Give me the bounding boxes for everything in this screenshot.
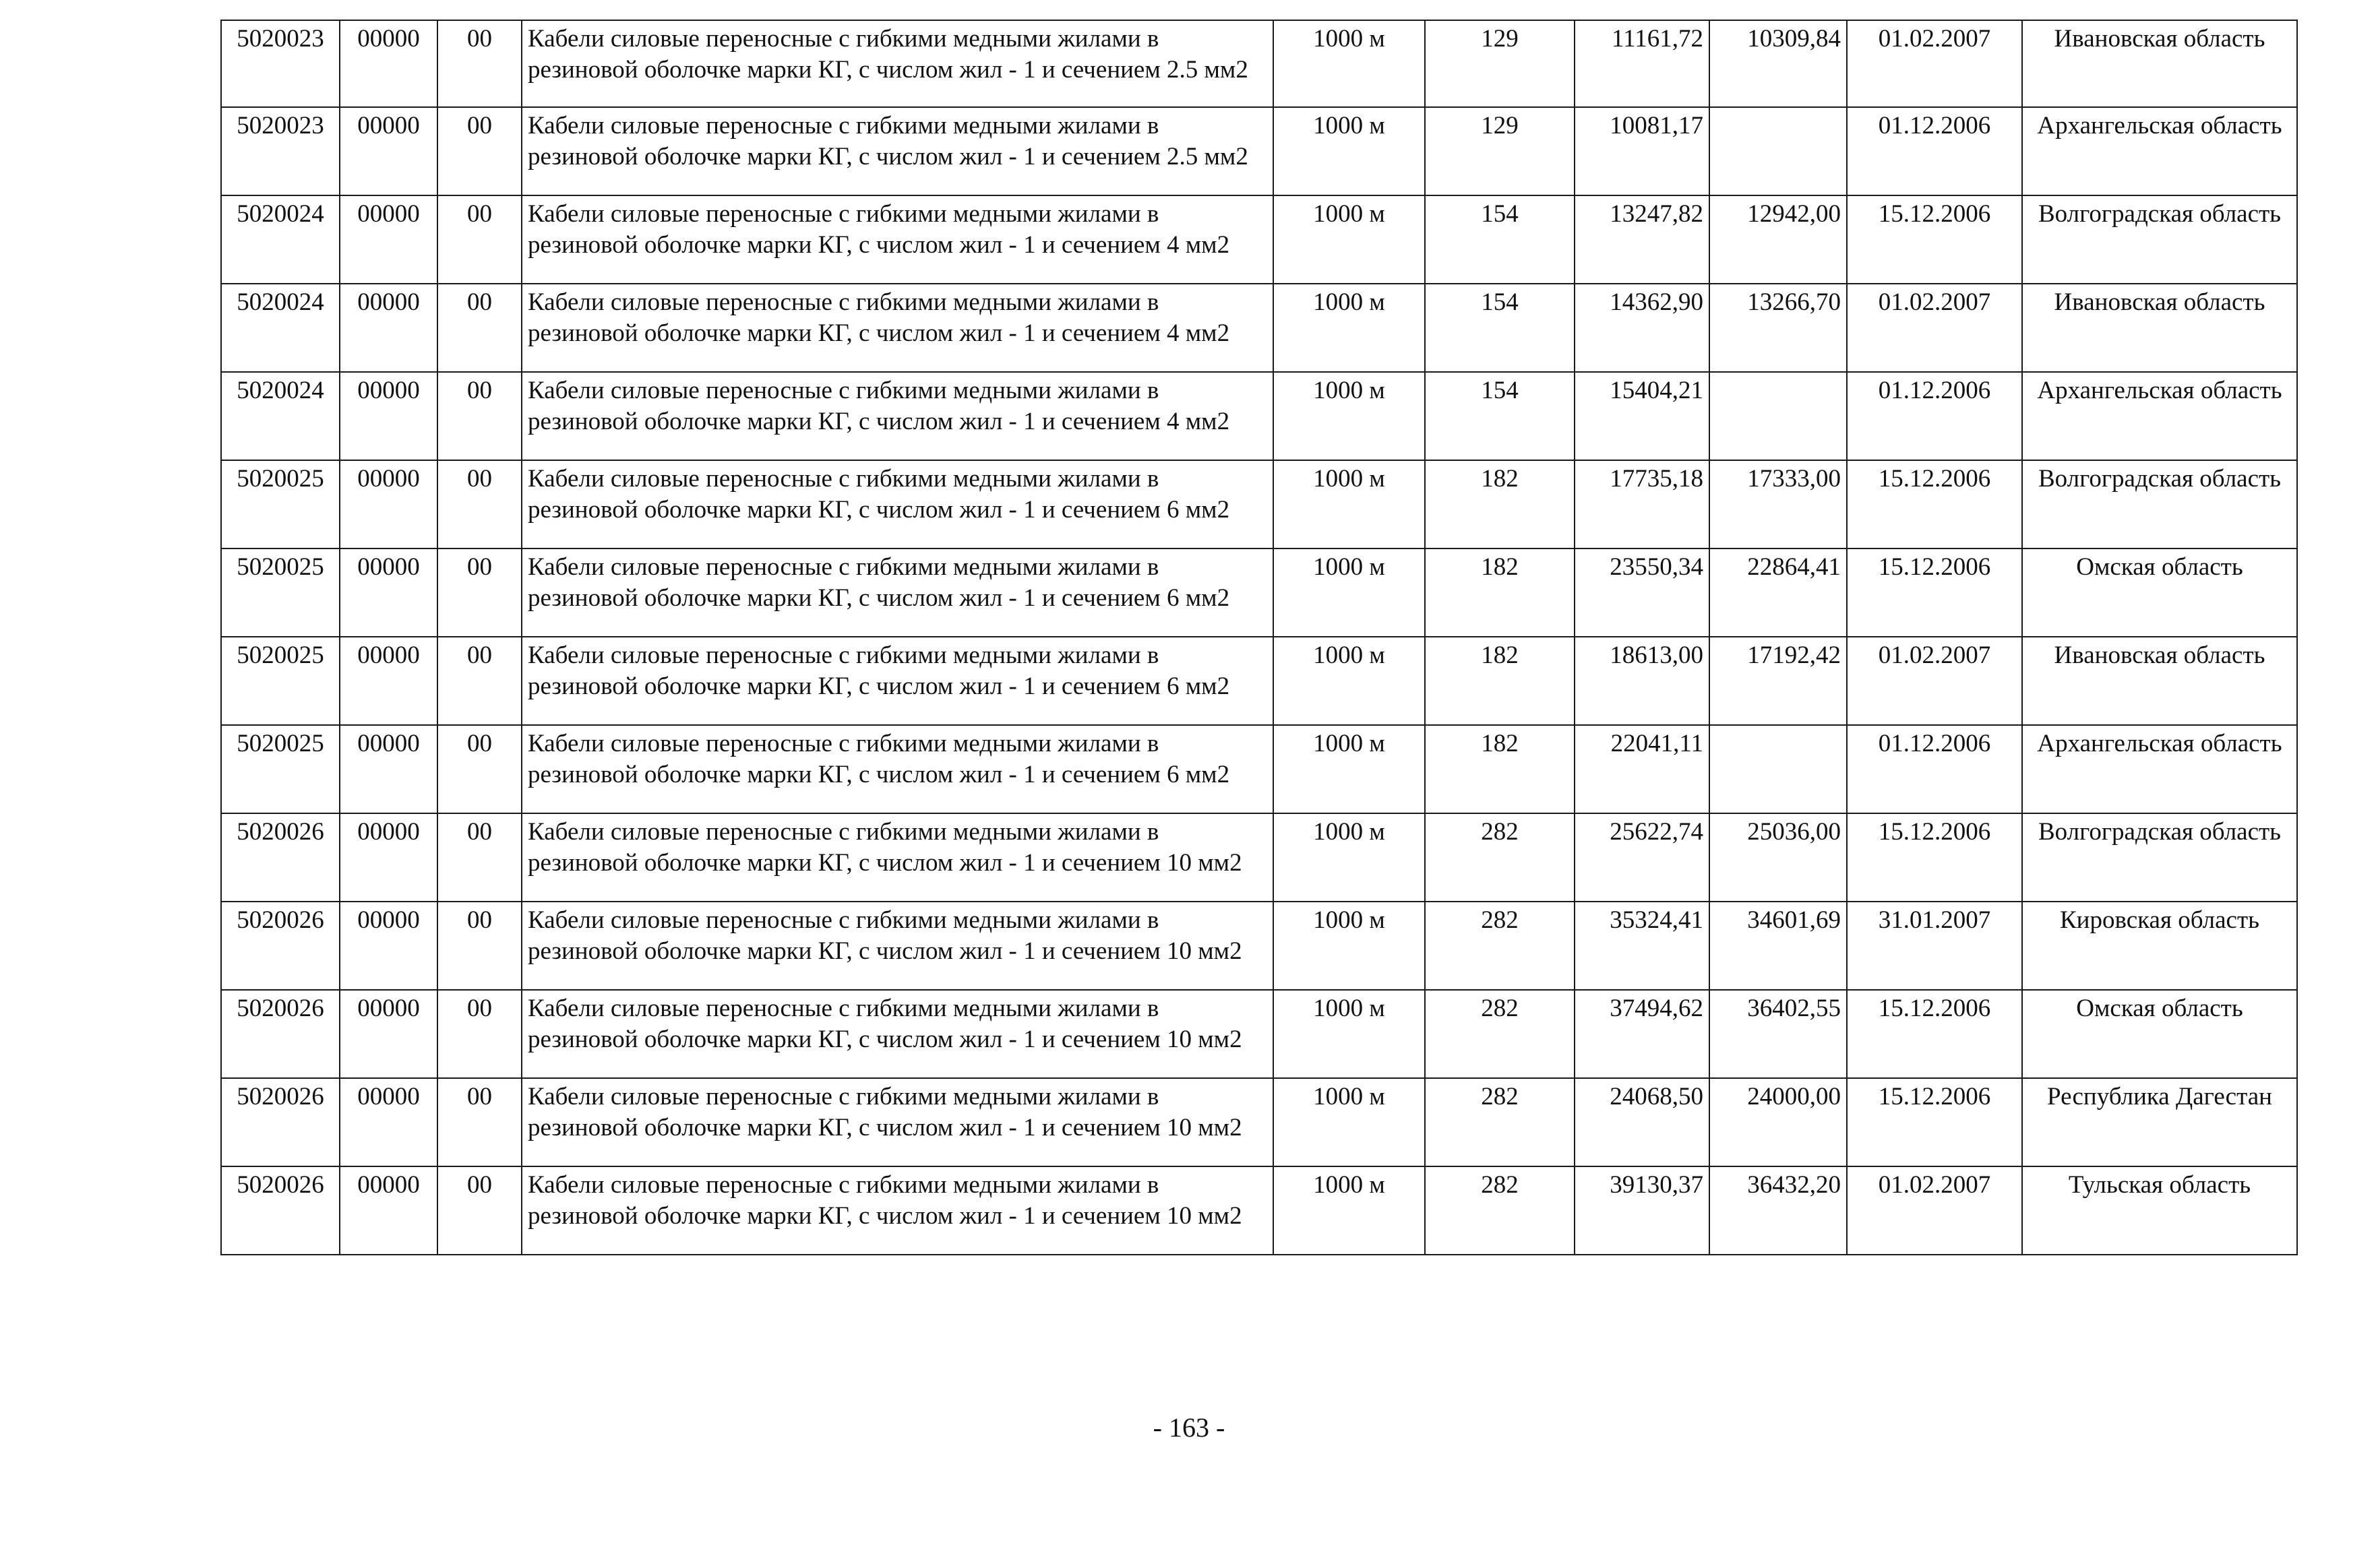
cell-unit: 1000 м xyxy=(1273,902,1425,990)
cell-price-2: 12942,00 xyxy=(1709,195,1847,284)
table-row xyxy=(221,460,2297,548)
cell-subcode-2: 00 xyxy=(437,107,522,195)
cell-price-2: 25036,00 xyxy=(1709,813,1847,902)
cell-code: 5020025 xyxy=(221,548,340,637)
cell-description: Кабели силовые переносные с гибкими медными жилами в резиновой оболочке марки КГ, с числом жил - 1 и сечением 10 мм2 xyxy=(522,1166,1273,1255)
cell-description: Кабели силовые переносные с гибкими медными жилами в резиновой оболочке марки КГ, с числом жил - 1 и сечением 2.5 мм2 xyxy=(522,20,1273,107)
cell-subcode: 00000 xyxy=(340,107,437,195)
cell-date: 01.12.2006 xyxy=(1847,725,2022,813)
cell-date: 15.12.2006 xyxy=(1847,460,2022,548)
cell-code: 5020026 xyxy=(221,902,340,990)
cell-price-1: 24068,50 xyxy=(1575,1078,1709,1166)
cell-description: Кабели силовые переносные с гибкими медными жилами в резиновой оболочке марки КГ, с числом жил - 1 и сечением 6 мм2 xyxy=(522,548,1273,637)
cell-date: 01.12.2006 xyxy=(1847,107,2022,195)
cell-price-2: 17333,00 xyxy=(1709,460,1847,548)
cell-subcode: 00000 xyxy=(340,990,437,1078)
cell-price-1: 15404,21 xyxy=(1575,372,1709,460)
cell-description: Кабели силовые переносные с гибкими медными жилами в резиновой оболочке марки КГ, с числом жил - 1 и сечением 6 мм2 xyxy=(522,460,1273,548)
cell-price-1: 39130,37 xyxy=(1575,1166,1709,1255)
cell-quantity: 182 xyxy=(1425,548,1575,637)
cell-date: 15.12.2006 xyxy=(1847,813,2022,902)
cell-unit: 1000 м xyxy=(1273,107,1425,195)
cell-quantity: 182 xyxy=(1425,725,1575,813)
cell-price-1: 37494,62 xyxy=(1575,990,1709,1078)
cell-subcode-2: 00 xyxy=(437,725,522,813)
cell-region: Архангельская область xyxy=(2022,372,2297,460)
cell-quantity: 129 xyxy=(1425,20,1575,107)
cell-price-2: 24000,00 xyxy=(1709,1078,1847,1166)
cell-quantity: 282 xyxy=(1425,902,1575,990)
cell-date: 01.02.2007 xyxy=(1847,284,2022,372)
cell-unit: 1000 м xyxy=(1273,1166,1425,1255)
cell-subcode-2: 00 xyxy=(437,460,522,548)
cell-unit: 1000 м xyxy=(1273,20,1425,107)
cell-code: 5020026 xyxy=(221,1166,340,1255)
table-row xyxy=(221,637,2297,725)
cell-subcode: 00000 xyxy=(340,284,437,372)
cell-code: 5020025 xyxy=(221,725,340,813)
cell-price-2: 34601,69 xyxy=(1709,902,1847,990)
cell-description: Кабели силовые переносные с гибкими медными жилами в резиновой оболочке марки КГ, с числом жил - 1 и сечением 2.5 мм2 xyxy=(522,107,1273,195)
cell-description: Кабели силовые переносные с гибкими медными жилами в резиновой оболочке марки КГ, с числом жил - 1 и сечением 4 мм2 xyxy=(522,195,1273,284)
cell-subcode-2: 00 xyxy=(437,1166,522,1255)
cell-subcode: 00000 xyxy=(340,902,437,990)
cell-subcode-2: 00 xyxy=(437,20,522,107)
cell-price-1: 11161,72 xyxy=(1575,20,1709,107)
cell-quantity: 182 xyxy=(1425,460,1575,548)
cell-quantity: 154 xyxy=(1425,284,1575,372)
cell-quantity: 182 xyxy=(1425,637,1575,725)
cell-unit: 1000 м xyxy=(1273,548,1425,637)
cell-price-2: 17192,42 xyxy=(1709,637,1847,725)
cell-unit: 1000 м xyxy=(1273,1078,1425,1166)
cell-unit: 1000 м xyxy=(1273,637,1425,725)
cell-subcode-2: 00 xyxy=(437,902,522,990)
cell-quantity: 282 xyxy=(1425,1078,1575,1166)
table-row xyxy=(221,1166,2297,1255)
table-body xyxy=(221,20,2297,1255)
cell-subcode: 00000 xyxy=(340,195,437,284)
cell-date: 31.01.2007 xyxy=(1847,902,2022,990)
table-row xyxy=(221,813,2297,902)
cell-date: 15.12.2006 xyxy=(1847,1078,2022,1166)
cell-price-2: 36402,55 xyxy=(1709,990,1847,1078)
cell-price-1: 35324,41 xyxy=(1575,902,1709,990)
cell-price-1: 18613,00 xyxy=(1575,637,1709,725)
cell-unit: 1000 м xyxy=(1273,725,1425,813)
cell-code: 5020024 xyxy=(221,195,340,284)
cell-description: Кабели силовые переносные с гибкими медными жилами в резиновой оболочке марки КГ, с числом жил - 1 и сечением 10 мм2 xyxy=(522,813,1273,902)
cell-quantity: 282 xyxy=(1425,813,1575,902)
cell-date: 01.12.2006 xyxy=(1847,372,2022,460)
cell-date: 15.12.2006 xyxy=(1847,990,2022,1078)
cell-region: Кировская область xyxy=(2022,902,2297,990)
cell-quantity: 282 xyxy=(1425,990,1575,1078)
cell-unit: 1000 м xyxy=(1273,990,1425,1078)
table-row xyxy=(221,725,2297,813)
cell-unit: 1000 м xyxy=(1273,460,1425,548)
cell-region: Волгоградская область xyxy=(2022,460,2297,548)
cell-subcode: 00000 xyxy=(340,1166,437,1255)
cell-description: Кабели силовые переносные с гибкими медными жилами в резиновой оболочке марки КГ, с числом жил - 1 и сечением 10 мм2 xyxy=(522,990,1273,1078)
cell-region: Ивановская область xyxy=(2022,637,2297,725)
cell-description: Кабели силовые переносные с гибкими медными жилами в резиновой оболочке марки КГ, с числом жил - 1 и сечением 4 мм2 xyxy=(522,284,1273,372)
cell-date: 15.12.2006 xyxy=(1847,195,2022,284)
cell-region: Архангельская область xyxy=(2022,725,2297,813)
cell-region: Волгоградская область xyxy=(2022,195,2297,284)
cell-price-1: 10081,17 xyxy=(1575,107,1709,195)
cell-code: 5020023 xyxy=(221,20,340,107)
table-row xyxy=(221,20,2297,107)
cell-subcode: 00000 xyxy=(340,20,437,107)
table-row xyxy=(221,902,2297,990)
cell-price-1: 23550,34 xyxy=(1575,548,1709,637)
cell-description: Кабели силовые переносные с гибкими медными жилами в резиновой оболочке марки КГ, с числом жил - 1 и сечением 10 мм2 xyxy=(522,1078,1273,1166)
cell-date: 01.02.2007 xyxy=(1847,20,2022,107)
cell-region: Омская область xyxy=(2022,990,2297,1078)
cell-unit: 1000 м xyxy=(1273,284,1425,372)
cell-region: Тульская область xyxy=(2022,1166,2297,1255)
cell-price-1: 17735,18 xyxy=(1575,460,1709,548)
cell-price-2 xyxy=(1709,107,1847,195)
cell-code: 5020025 xyxy=(221,460,340,548)
cell-price-2: 22864,41 xyxy=(1709,548,1847,637)
cell-region: Волгоградская область xyxy=(2022,813,2297,902)
cell-description: Кабели силовые переносные с гибкими медными жилами в резиновой оболочке марки КГ, с числом жил - 1 и сечением 6 мм2 xyxy=(522,637,1273,725)
cell-subcode-2: 00 xyxy=(437,284,522,372)
cell-region: Омская область xyxy=(2022,548,2297,637)
cell-code: 5020026 xyxy=(221,1078,340,1166)
cell-code: 5020026 xyxy=(221,813,340,902)
cell-quantity: 154 xyxy=(1425,195,1575,284)
cell-subcode: 00000 xyxy=(340,460,437,548)
cell-price-2: 10309,84 xyxy=(1709,20,1847,107)
cell-price-1: 14362,90 xyxy=(1575,284,1709,372)
cell-unit: 1000 м xyxy=(1273,813,1425,902)
table-row xyxy=(221,195,2297,284)
table-row xyxy=(221,548,2297,637)
cell-code: 5020024 xyxy=(221,372,340,460)
cell-description: Кабели силовые переносные с гибкими медными жилами в резиновой оболочке марки КГ, с числом жил - 1 и сечением 6 мм2 xyxy=(522,725,1273,813)
table-row xyxy=(221,990,2297,1078)
cell-subcode: 00000 xyxy=(340,725,437,813)
price-table xyxy=(220,20,2298,1255)
cell-description: Кабели силовые переносные с гибкими медными жилами в резиновой оболочке марки КГ, с числом жил - 1 и сечением 4 мм2 xyxy=(522,372,1273,460)
table-row xyxy=(221,284,2297,372)
cell-price-1: 22041,11 xyxy=(1575,725,1709,813)
cell-subcode: 00000 xyxy=(340,372,437,460)
cell-unit: 1000 м xyxy=(1273,372,1425,460)
cell-subcode-2: 00 xyxy=(437,990,522,1078)
cell-price-2: 36432,20 xyxy=(1709,1166,1847,1255)
cell-price-1: 25622,74 xyxy=(1575,813,1709,902)
cell-price-2: 13266,70 xyxy=(1709,284,1847,372)
cell-subcode: 00000 xyxy=(340,1078,437,1166)
cell-price-1: 13247,82 xyxy=(1575,195,1709,284)
cell-subcode: 00000 xyxy=(340,548,437,637)
cell-region: Ивановская область xyxy=(2022,284,2297,372)
cell-date: 01.02.2007 xyxy=(1847,1166,2022,1255)
cell-quantity: 154 xyxy=(1425,372,1575,460)
table-row xyxy=(221,372,2297,460)
cell-price-2 xyxy=(1709,372,1847,460)
cell-subcode-2: 00 xyxy=(437,548,522,637)
cell-description: Кабели силовые переносные с гибкими медными жилами в резиновой оболочке марки КГ, с числом жил - 1 и сечением 10 мм2 xyxy=(522,902,1273,990)
cell-price-2 xyxy=(1709,725,1847,813)
cell-code: 5020024 xyxy=(221,284,340,372)
cell-region: Архангельская область xyxy=(2022,107,2297,195)
cell-subcode-2: 00 xyxy=(437,372,522,460)
cell-subcode-2: 00 xyxy=(437,1078,522,1166)
cell-subcode: 00000 xyxy=(340,637,437,725)
cell-code: 5020023 xyxy=(221,107,340,195)
cell-quantity: 282 xyxy=(1425,1166,1575,1255)
cell-region: Ивановская область xyxy=(2022,20,2297,107)
table-row xyxy=(221,107,2297,195)
cell-subcode-2: 00 xyxy=(437,637,522,725)
cell-subcode-2: 00 xyxy=(437,195,522,284)
cell-quantity: 129 xyxy=(1425,107,1575,195)
page-number: - 163 - xyxy=(1153,1412,1225,1443)
cell-subcode: 00000 xyxy=(340,813,437,902)
cell-code: 5020025 xyxy=(221,637,340,725)
cell-code: 5020026 xyxy=(221,990,340,1078)
cell-date: 01.02.2007 xyxy=(1847,637,2022,725)
table-row xyxy=(221,1078,2297,1166)
cell-region: Республика Дагестан xyxy=(2022,1078,2297,1166)
cell-date: 15.12.2006 xyxy=(1847,548,2022,637)
cell-subcode-2: 00 xyxy=(437,813,522,902)
cell-unit: 1000 м xyxy=(1273,195,1425,284)
